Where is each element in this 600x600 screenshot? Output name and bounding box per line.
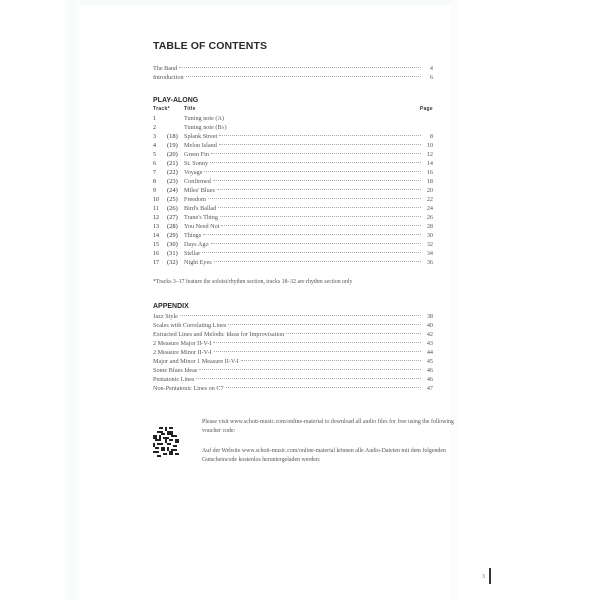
toc-entry-page: 43: [426, 340, 433, 347]
toc-entry[interactable]: [153, 348, 433, 357]
dot-leader: [219, 143, 421, 145]
track-alt-number: (18): [167, 133, 178, 140]
track-number: 3: [153, 134, 156, 140]
toc-entry-page: 6: [429, 74, 433, 81]
voucher-text-english: Please visit www.schott-music.com/online-material to download all audio files for free using the following voucher code:: [202, 419, 454, 434]
track-alt-number: (20): [167, 151, 178, 158]
toc-entry-page: 47: [426, 385, 433, 392]
track-title: Miles' Blues: [184, 187, 215, 194]
toc-entry-page: 44: [426, 349, 433, 356]
track-number: 16: [153, 251, 159, 257]
dot-leader: [219, 134, 421, 136]
track-row[interactable]: [153, 159, 433, 168]
track-title: St. Sonny: [184, 160, 209, 167]
dot-leader: [241, 359, 421, 361]
track-page: 34: [426, 250, 433, 257]
dot-leader: [210, 161, 421, 163]
track-row[interactable]: [153, 204, 433, 213]
page-number: 3: [482, 574, 485, 580]
toc-entry[interactable]: [153, 357, 433, 366]
track-page: 22: [426, 196, 433, 203]
track-title: Tuning note (B♭): [184, 124, 227, 131]
toc-entry[interactable]: [153, 339, 433, 348]
dot-leader: [196, 377, 421, 379]
toc-entry-title: Jazz Style: [153, 313, 178, 320]
track-title: Confirmed: [184, 178, 211, 185]
track-row[interactable]: [153, 150, 433, 159]
track-number: 15: [153, 242, 159, 248]
track-row[interactable]: [153, 240, 433, 249]
dot-leader: [213, 179, 421, 181]
track-page: 36: [426, 259, 433, 266]
toc-entry-title: The Band: [153, 65, 178, 72]
document-page: [80, 0, 454, 600]
toc-entry-page: 4: [429, 65, 433, 72]
track-title: Voyage: [184, 169, 203, 176]
track-number: 14: [153, 233, 159, 239]
dot-leader: [211, 242, 421, 244]
track-row[interactable]: [153, 258, 433, 267]
track-alt-number: (24): [167, 187, 178, 194]
track-number: 2: [153, 125, 156, 131]
dot-leader: [179, 66, 421, 68]
track-row[interactable]: [153, 132, 433, 141]
toc-entry[interactable]: [153, 321, 433, 330]
toc-entry-page: 46: [426, 376, 433, 383]
track-number: 9: [153, 188, 156, 194]
track-title: Days Ago: [184, 241, 209, 248]
track-title: Green Fin: [184, 151, 209, 158]
track-page: 12: [426, 151, 433, 158]
toc-entry-page: 45: [426, 358, 433, 365]
page-title: TABLE OF CONTENTS: [153, 40, 268, 52]
toc-entry-title: Major and Minor 1 Measure II-V-I: [153, 358, 239, 365]
toc-entry-title: Extracted Lines and Melodic Ideas for Improvisation: [153, 331, 285, 338]
track-alt-number: (23): [167, 178, 178, 185]
track-page: 20: [426, 187, 433, 194]
track-page: 16: [426, 169, 433, 176]
track-row[interactable]: [153, 249, 433, 258]
track-alt-number: (27): [167, 214, 178, 221]
dot-leader: [213, 341, 421, 343]
track-number: 11: [153, 206, 159, 212]
page-edge-shadow: [450, 0, 458, 600]
toc-entry-page: 38: [426, 313, 433, 320]
track-page: 8: [429, 133, 433, 140]
track-title: Melon Island: [184, 142, 217, 149]
toc-entry-page: 46: [426, 367, 433, 374]
dot-leader: [208, 197, 421, 199]
track-number: 5: [153, 152, 156, 158]
toc-entry-title: Non-Pentatonic Lines on C7: [153, 385, 224, 392]
section-heading-play-along: PLAY-ALONG: [153, 97, 199, 104]
dot-leader: [220, 215, 421, 217]
track-alt-number: (19): [167, 142, 178, 149]
track-title: Bird's Ballad: [184, 205, 217, 212]
track-alt-number: (26): [167, 205, 178, 212]
track-row[interactable]: [153, 114, 433, 123]
track-title: Splank Street: [184, 133, 218, 140]
dot-leader: [228, 323, 421, 325]
track-number: 17: [153, 260, 159, 266]
voucher-text-german: Auf der Website www.schott-music.com/online-material können alle Audio-Dateien mit dem folgenden Gutscheincode kostenlos heruntergeladen werden:: [202, 448, 446, 463]
track-page: 24: [426, 205, 433, 212]
track-number: 7: [153, 170, 156, 176]
dot-leader: [217, 188, 421, 190]
qr-code-icon[interactable]: [153, 427, 179, 457]
toc-entry[interactable]: [153, 366, 433, 375]
track-title: Trane's Thing: [184, 214, 218, 221]
track-number: 1: [153, 116, 156, 122]
toc-entry[interactable]: [153, 330, 433, 339]
track-number: 4: [153, 143, 156, 149]
track-page: 18: [426, 178, 433, 185]
spacer: [229, 126, 421, 127]
column-title: Title: [184, 106, 196, 112]
track-page: 10: [426, 142, 433, 149]
dot-leader: [214, 260, 421, 262]
spacer: [226, 117, 421, 118]
toc-entry-title: 2 Measure Minor II-V-I: [153, 349, 212, 356]
track-row[interactable]: [153, 222, 433, 231]
column-header: [153, 106, 433, 114]
track-number: 8: [153, 179, 156, 185]
track-title: Night Eyes: [184, 259, 212, 266]
track-page: 28: [426, 223, 433, 230]
column-page: Page: [419, 106, 433, 112]
track-alt-number: (28): [167, 223, 178, 230]
dot-leader: [204, 170, 421, 172]
dot-leader: [180, 314, 421, 316]
track-alt-number: (30): [167, 241, 178, 248]
dot-leader: [221, 224, 421, 226]
track-alt-number: (22): [167, 169, 178, 176]
track-page: 14: [426, 160, 433, 167]
page-gutter-shadow: [64, 0, 80, 600]
track-alt-number: (31): [167, 250, 178, 257]
toc-entry-title: Some Blues Ideas: [153, 367, 198, 374]
track-row[interactable]: [153, 186, 433, 195]
track-number: 12: [153, 215, 159, 221]
track-page: 32: [426, 241, 433, 248]
dot-leader: [286, 332, 421, 334]
dot-leader: [214, 350, 421, 352]
track-alt-number: (32): [167, 259, 178, 266]
toc-entry-page: 40: [426, 322, 433, 329]
dot-leader: [203, 233, 421, 235]
track-title: Stellar: [184, 250, 201, 257]
dot-leader: [218, 206, 421, 208]
track-page: 30: [426, 232, 433, 239]
dot-leader: [202, 251, 421, 253]
toc-entry-title: Introduction: [153, 74, 184, 81]
toc-entry[interactable]: [153, 312, 433, 321]
toc-entry-title: Pentatonic Lines: [153, 376, 195, 383]
track-row[interactable]: [153, 213, 433, 222]
dot-leader: [211, 152, 421, 154]
toc-entry[interactable]: [153, 73, 433, 82]
section-heading-appendix: APPENDIX: [153, 303, 189, 310]
track-title: Tuning note (A): [184, 115, 224, 122]
track-number: 6: [153, 161, 156, 167]
track-alt-number: (29): [167, 232, 178, 239]
page-marker-bar: [489, 568, 491, 584]
footnote: *Tracks 3–17 feature the soloist/rhythm section, tracks 18–32 are rhythm section only: [153, 279, 353, 285]
track-alt-number: (21): [167, 160, 178, 167]
track-row[interactable]: [153, 168, 433, 177]
dot-leader: [226, 386, 421, 388]
toc-entry-title: Scales with Correlating Lines: [153, 322, 227, 329]
track-row[interactable]: [153, 123, 433, 132]
toc-entry[interactable]: [153, 64, 433, 73]
track-number: 13: [153, 224, 159, 230]
track-title: Things: [184, 232, 202, 239]
track-title: Freedom: [184, 196, 206, 203]
track-row[interactable]: [153, 231, 433, 240]
track-row[interactable]: [153, 141, 433, 150]
toc-entry[interactable]: [153, 384, 433, 393]
track-page: 26: [426, 214, 433, 221]
track-alt-number: (25): [167, 196, 178, 203]
track-row[interactable]: [153, 177, 433, 186]
toc-entry[interactable]: [153, 375, 433, 384]
track-title: You Need Not: [184, 223, 220, 230]
track-number: 10: [153, 197, 159, 203]
track-row[interactable]: [153, 195, 433, 204]
toc-entry-page: 42: [426, 331, 433, 338]
toc-entry-title: 2 Measure Major II-V-I: [153, 340, 212, 347]
dot-leader: [186, 75, 421, 77]
column-track: Track*: [153, 106, 170, 112]
dot-leader: [199, 368, 421, 370]
